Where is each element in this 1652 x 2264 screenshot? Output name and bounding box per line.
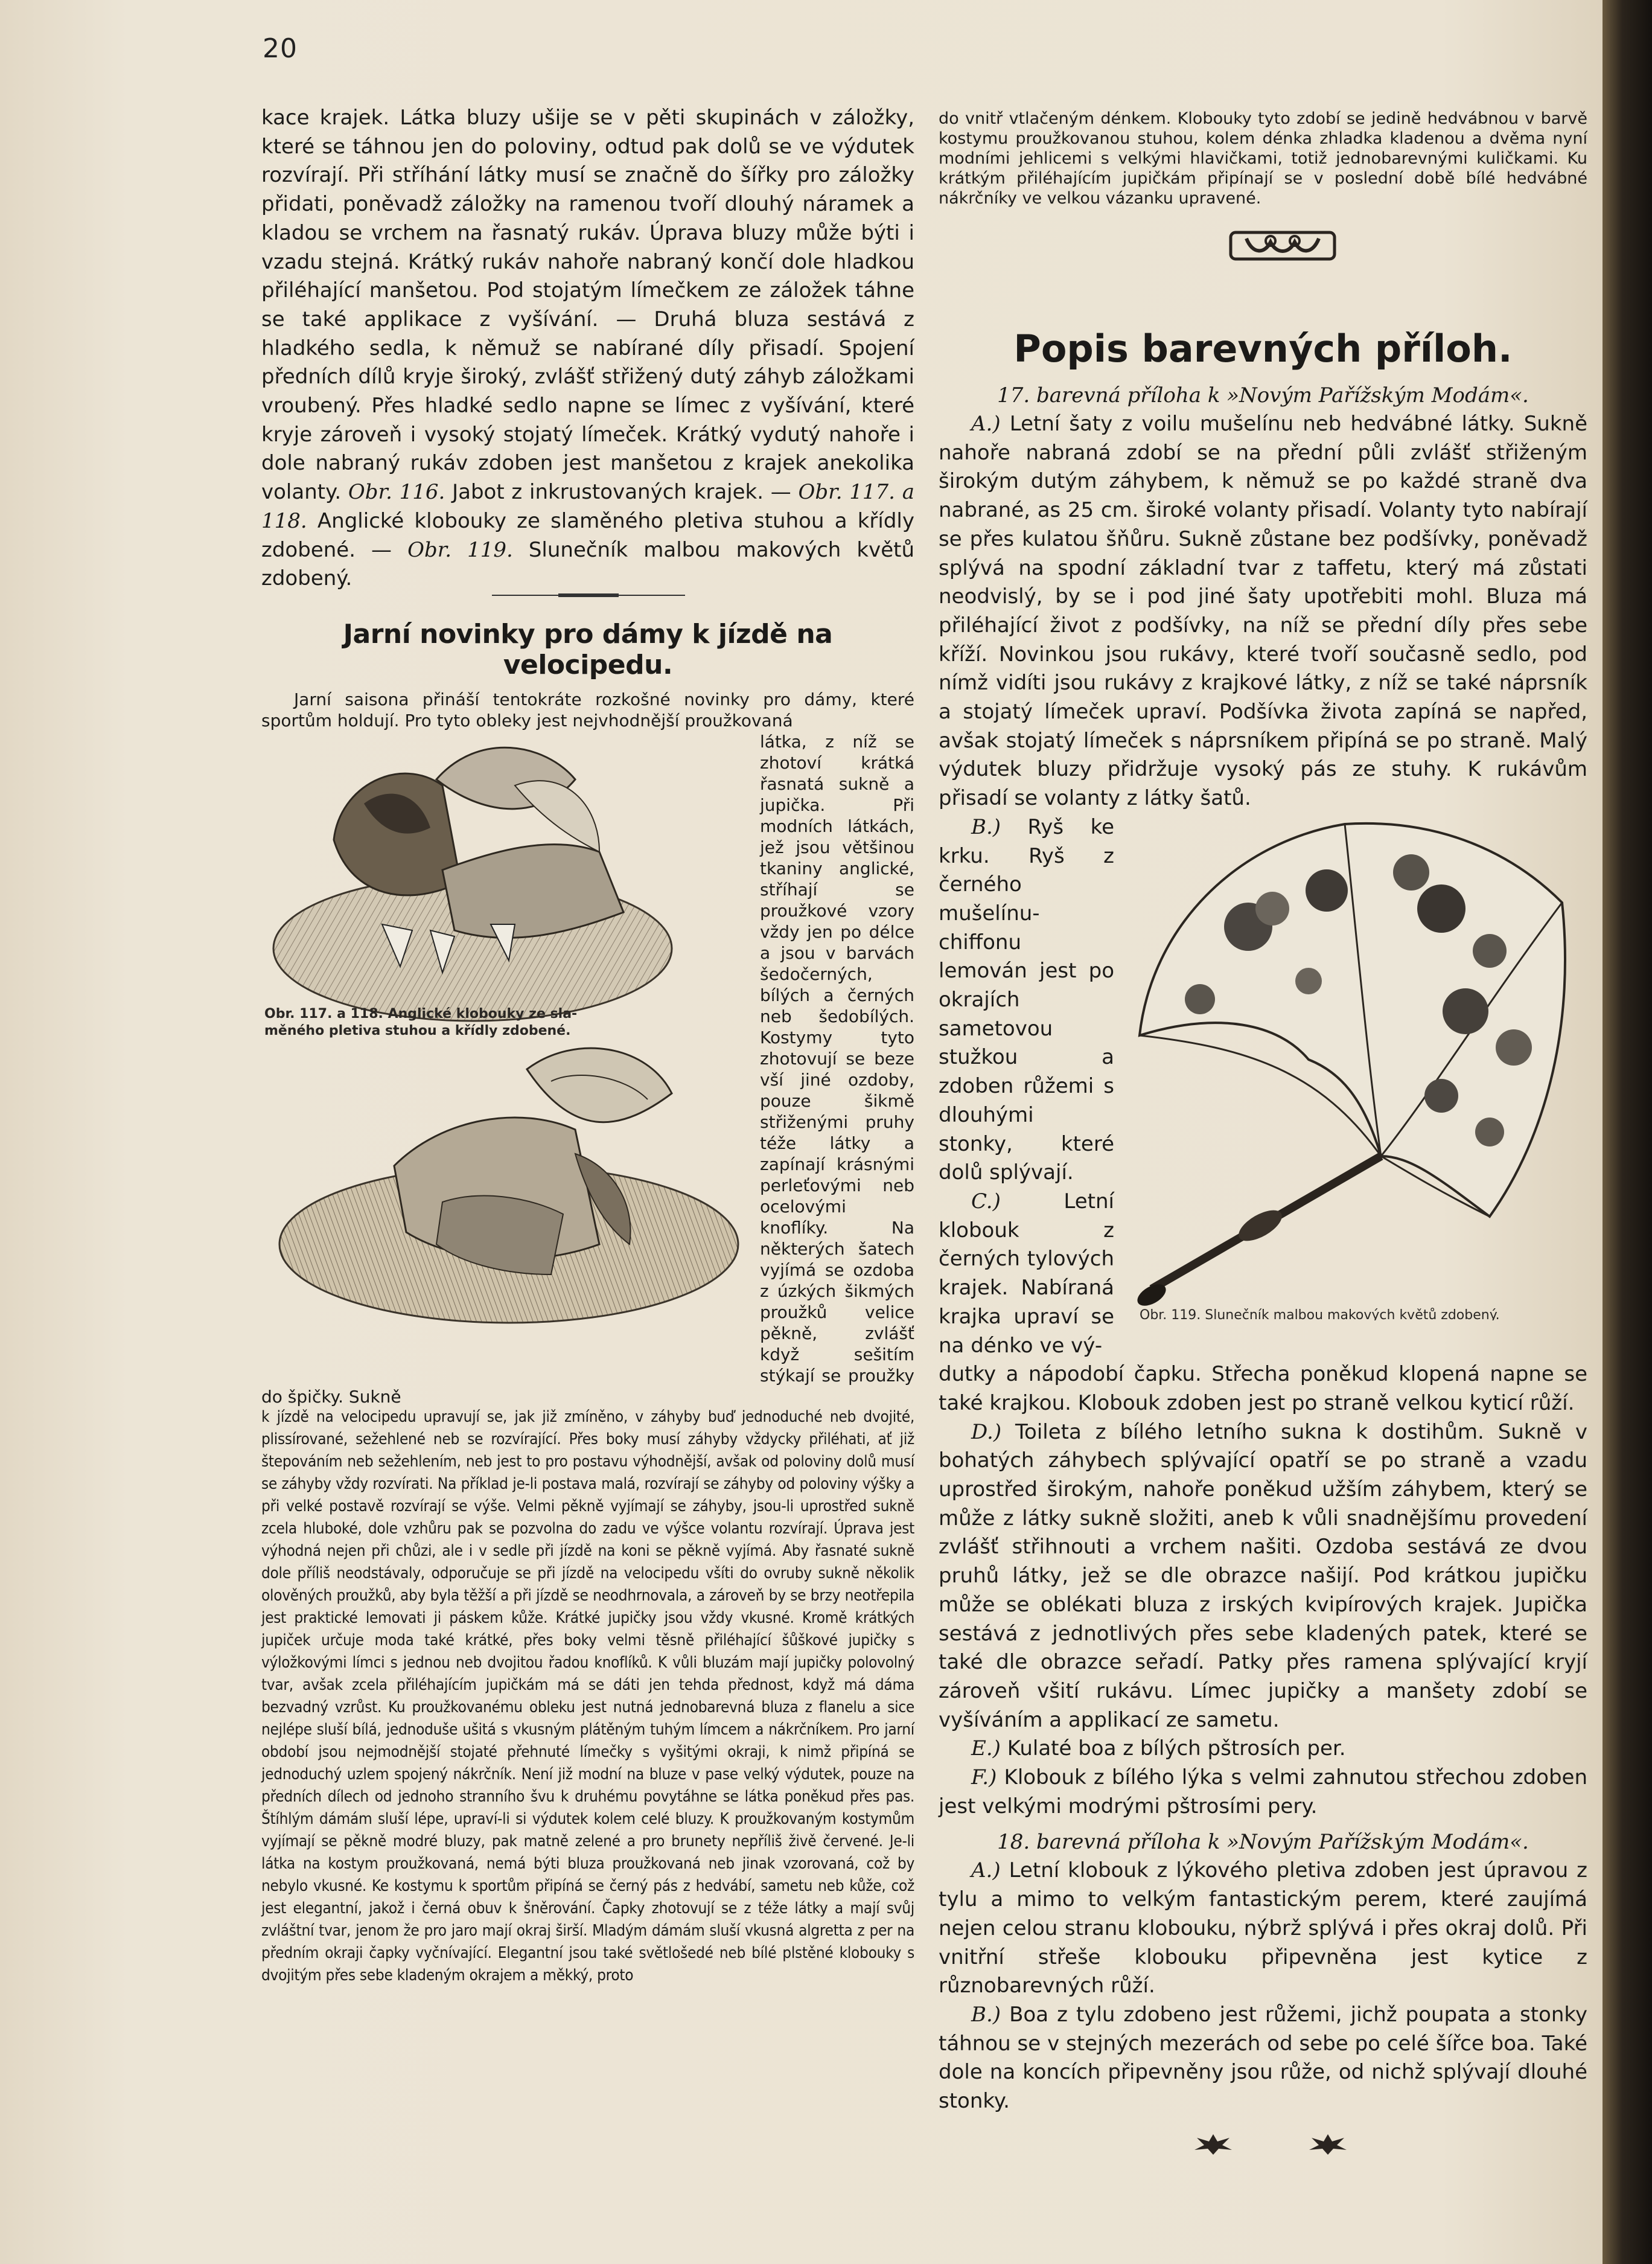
- obr-117-text: Anglické klobouky ze slaměného pletiva stuhou a křídly zdobené. —: [261, 508, 914, 562]
- label-18B: B.): [971, 2002, 1001, 2027]
- label-17A: A.): [971, 412, 1001, 436]
- label-17D: D.): [971, 1419, 1002, 1444]
- sub-heading-17: 17. barevná příloha k »Novým Pařížským Modám«.: [997, 383, 1529, 408]
- hat-118: [279, 1048, 738, 1323]
- right-top-paragraph: do vnitř vtlačeným dénkem. Klobouky tyto zdobí se jedině hedvábnou v barvě kostymu proužkovanou stuhou, kolem dénka zhladka kladenou a dvěma nyní modními jehlicemi s velkými hlavičkami, totiž jednobarevnými kuličkami. Ku krátkým přiléhajícím jupičkám připínají se v poslední době bílé hedvábné nákrčníky ve velkou vázanku upravené.: [939, 109, 1587, 208]
- label-17B: B.): [971, 814, 1001, 839]
- label-17C: C.): [971, 1189, 1001, 1214]
- straw-hat-illustration: [261, 731, 742, 1363]
- popis-section-title: Popis barevných příloh.: [1013, 327, 1513, 371]
- paragraph-17F: F.) Klobouk z bílého lýka s velmi zahnutou střechou zdoben jest velkými modrými pštrosími pery.: [939, 1765, 1587, 1818]
- label-17E: E.): [971, 1736, 1001, 1761]
- paragraph-17B: B.) Ryš ke krku. Ryš z černého mušelínu-chiffonu lemován jest po okrajích sametovou stužkou a zdoben růžemi s dlouhými stonky, které dolů splývají.: [939, 814, 1114, 1185]
- paragraph-17E: E.) Kulaté boa z bílých pštrosích per.: [971, 1736, 1346, 1761]
- left-column: [261, 104, 914, 593]
- right-column: [939, 109, 1587, 2156]
- hat-figure: [261, 731, 742, 1363]
- bike-section-wrap-text: látka, z níž se zhotoví krátká řasnatá sukně a jupička. Při modních látkách, jež jsou většinou tkaniny anglické, stříhají se proužkové vzory vždy jen po délce a jsou v barvách šedočerných, bílých a černých neb šedobílých. Kostymy tyto zhotovují se beze vší jiné ozdoby, pouze šikmě střiženými pruhy téže látky a zapínají krásnými perleťovými neb ocelovými knoflíky. Na některých šatech vyjímá se ozdoba z úzkých šikmých proužků velice pěkně, zvlášť když sešitím stýkají se proužky do špičky. Sukně: [261, 732, 914, 1407]
- obr-116-label: Obr. 116.: [348, 480, 445, 505]
- end-ornaments: [1192, 2132, 1587, 2156]
- page-number: 20: [263, 33, 298, 64]
- ornament-top: [1228, 230, 1319, 261]
- divider-icon: [1228, 230, 1337, 261]
- obr-119-label: Obr. 119.: [407, 537, 513, 562]
- label-18A: A.): [971, 1858, 1001, 1883]
- fig-117-caption-line-1: Obr. 117. a 118. Anglické klobouky ze sla-: [264, 1006, 578, 1022]
- bike-section-lead: Jarní saisona přináší tentokráte rozkošné novinky pro dámy, které sportům holdují. Pro tyto obleky jest nejvhodnější proužkovaná: [261, 689, 914, 731]
- parasol-illustration: [1127, 818, 1587, 1320]
- hat-117: [273, 747, 672, 1021]
- ornament-icon: [1307, 2132, 1349, 2156]
- paragraph-17C: C.) Letní klobouk z černých tylových krajek. Nabíraná krajka upraví se na dénko ve vý-: [939, 1189, 1114, 1358]
- bike-section-body: k jízdě na velocipedu upravují se, jak již zmíněno, v záhyby buď jednoduché neb dvojité, plissírované, sežehlené neb se rozvírající. Přes boky musí záhyby vždycky přiléhati, ať již štepováním neb sežehlením, neb jest to pro postavu výhodnější, avšak od poloviny dolů musí se záhyby vždy rozvírati. Na příklad je-li postava malá, rozvírají se záhyby od poloviny výšky a při velké postavě rozvírají se výše. Velmi pěkně vyjímají se záhyby, jsou-li uprostřed sukně zcela hluboké, dole vzhůru pak se pozvolna do zadu ve výšce volantu rozvírají. Úprava jest výhodná nejen při chůzi, ale i v sedle při jízdě na koni se pěkně vyjímá. Aby řasnaté sukně dole příliš neodstávaly, odporučuje se při jízdě na velocipedu všíti do ovruby sukně několik olověných proužků, aby byla těžší a při jízdě se neodhrnovala, a zároveň by se brzy neotřepila jest praktické lemovati ji páskem kůže. Krátké jupičky jsou vždy vkusné. Kromě krátkých jupiček určuje moda také krátké, přes boky velmi těsně přiléhající šůškové jupičky s výložkovými límci s jednou neb dvojitou řadou knoflíků. K vůli bluzám mají jupičky polovolný tvar, avšak zcela přiléhajícím jupičkám má se dáti jen tehda přednost, když má dáma bezvadný vzrůst. Ku proužkovanému obleku jest nutná jednobarevná bluza z flanelu a sice nejlépe sluší bílá, jednoduše ušitá s vkusným plátěným tuhým límcem a nákrčníkem. Pro jarní období jsou nejmodnější stojaté přehnuté límečky s vyšitými okraji, k nimž připíná se jednoduchý uzlem spojený nákrčník. Není již modní na bluze v pase velký výdutek, pouze na předních dílech od jednoho stranního švu k druhému povytáhne se látka poněkud přes pas. Štíhlým dámám sluší lépe, upraví-li si výdutek kolem celé bluzy. K proužkovaným kostymům vyjímají se pěkně modré bluzy, pak matně zelené a pro brunety nepříliš živě červené. Je-li látka na kostym proužkovaná, nemá býti bluza proužkovaná neb jinak vzorovaná, což by nebylo vkusné. Ke kostymu k sportům připíná se černý pás z hedvábí, sametu neb kůže, což jest elegantní, jakož i černá obuv k šněrování. Čapky zhotovují se z téže látky a mají svůj zvláštní tvar, jenom že pro jaro mají okraj širší. Mladým dámám sluší vkusná algretta z per na předním okraji čapky vyčnívající. Elegantní jsou také světlošedé neb bílé plstěné klobouky s dvojitým přes sebe kladeným okrajem a měkký, proto: [261, 1408, 914, 1984]
- paragraph-17A: A.) Letní šaty z voilu mušelínu neb hedvábné látky. Sukně nahoře nabraná zdobí se na přední půli zvlášť střiženým širokým dutým záhybem, k němuž se po každé straně dva nabrané, as 25 cm. široké volanty přisadí. Volanty tyto nabírají se přes kulatou šňůru. Sukně zůstane bez podšívky, poněvadž splývá na spodní základní tvar z taffetu, který má zůstati neodvislý, by se i pod jiné šaty upotřebiti mohl. Bluza má přiléhající život z podšívky, na níž se přední díly přes sebe kříží. Novinkou jsou rukávy, které tvoří současně sedlo, pod nímž vidíti jsou rukávy z krajkové látky, z níž se také náprsník a stojatý límeček upraví. Podšívka života zapíná se napřed, avšak stojatý límeček s náprsníkem připíná se po straně. Malý výdutek bluzy přidržuje vysoký pás ze stuhy. K rukávům přisadí se volanty z látky šatů.: [939, 412, 1587, 811]
- bike-section: [261, 619, 914, 1987]
- paragraph-18B: B.) Boa z tylu zdobeno jest růžemi, jichž poupata a stonky táhnou se v stejných mezerách od sebe po celé šířce boa. Také dole na koncích připevněny jsou růže, od nichž splývají dlouhé stonky.: [939, 2002, 1587, 2114]
- fig-117-caption-line-2: měného pletiva stuhou a křídly zdobené.: [264, 1023, 571, 1038]
- label-17F: F.): [971, 1765, 997, 1790]
- fig-119-caption: Obr. 119. Slunečník malbou makových květů zdobený.: [1140, 1307, 1500, 1320]
- paragraph-17C-rest: dutky a nápodobí čapku. Střecha poněkud klopená napne se také krajkou. Klobouk zdoben jest po straně velkou kyticí růží.: [939, 1362, 1587, 1415]
- bike-section-title: Jarní novinky pro dámy k jízdě na velocipedu.: [343, 619, 833, 680]
- page-edge: [1603, 0, 1652, 2264]
- obr-117-label: Obr. 117. a 118.: [261, 480, 914, 533]
- paragraph-18A: A.) Letní klobouk z lýkového pletiva zdoben jest úpravou z tylu a mimo to velkým fantastickým perem, které zaujímá nejen celou stranu klobouku, nýbrž splývá i přes okraj dolů. Při vnitřní střeše klobouku připevněna jest kytice z různobarevných růží.: [939, 1858, 1588, 1998]
- parasol-canopy: [1140, 823, 1565, 1217]
- ornament-icon: [1192, 2132, 1234, 2156]
- obr-116-text: Jabot z inkrustovaných krajek. —: [452, 480, 791, 505]
- intro-paragraph: kace krajek. Látka bluzy ušije se v pěti skupinách v záložky, které se táhnou jen do poloviny, odtud pak dolů se ve výdutek rozvírají. Při stříhání látky musí se značně do šířky pro záložky přidati, poněvadž záložky na ramenou tvoří dlouhý náramek a kladou se vrchem na řasnatý rukáv. Úprava bluzy může býti i vzadu stejná. Krátký rukáv nahoře nabraný končí dole hladkou přiléhající manšetou. Pod stojatým límečkem ze záložek táhne se také applikace z vyšívání. — Druhá bluza sestává z hladkého sedla, k němuž se nabírané díly přisadí. Spojení předních dílů kryje široký, zvlášť střižený dutý záhyb záložkami vroubený. Přes hladké sedlo napne se límec z vyšívání, které kryje zároveň i vysoký stojatý límeček. Krátký vydutý nahoře i dole nabraný rukáv zdoben jest manšetou z krajek anekolika volanty. Obr. 116. Jabot z inkrustovaných krajek. — Obr. 117. a 118. Anglické klobouky ze slaměného pletiva stuhou a křídly zdobené. — Obr. 119. Slunečník malbou makových květů zdobený.: [261, 106, 914, 591]
- sub-heading-18: 18. barevná příloha k »Novým Pařížským Modám«.: [997, 1830, 1529, 1855]
- parasol-figure: [1127, 818, 1587, 1320]
- paragraph-17D: D.) Toileta z bílého letního sukna k dostihům. Sukně v bohatých záhybech splývající opatří se po straně a vzadu uprostřed širokým, nahoře poněkud užším záhybem, který se může z látky sukně složiti, aneb k vůli snadnějšímu provedení zvlášť střihnouti a vrchem našiti. Ozdoba sestává ze dvou pruhů látky, jež se dle obrazce našijí. Pod krátkou jupičku může se oblékati bluza z irských kvipírových krajek. Jupička sestává z jednotlivých přes sebe kladených patek, které se také dle obrazce seřadí. Patky přes ramena splývající kryjí zároveň všití rukávu. Límec jupičky a manšety zdobí se vyšíváním a applikací ze sametu.: [939, 1419, 1587, 1732]
- obr-119-text: Slunečník malbou makových květů zdobený.: [261, 537, 914, 591]
